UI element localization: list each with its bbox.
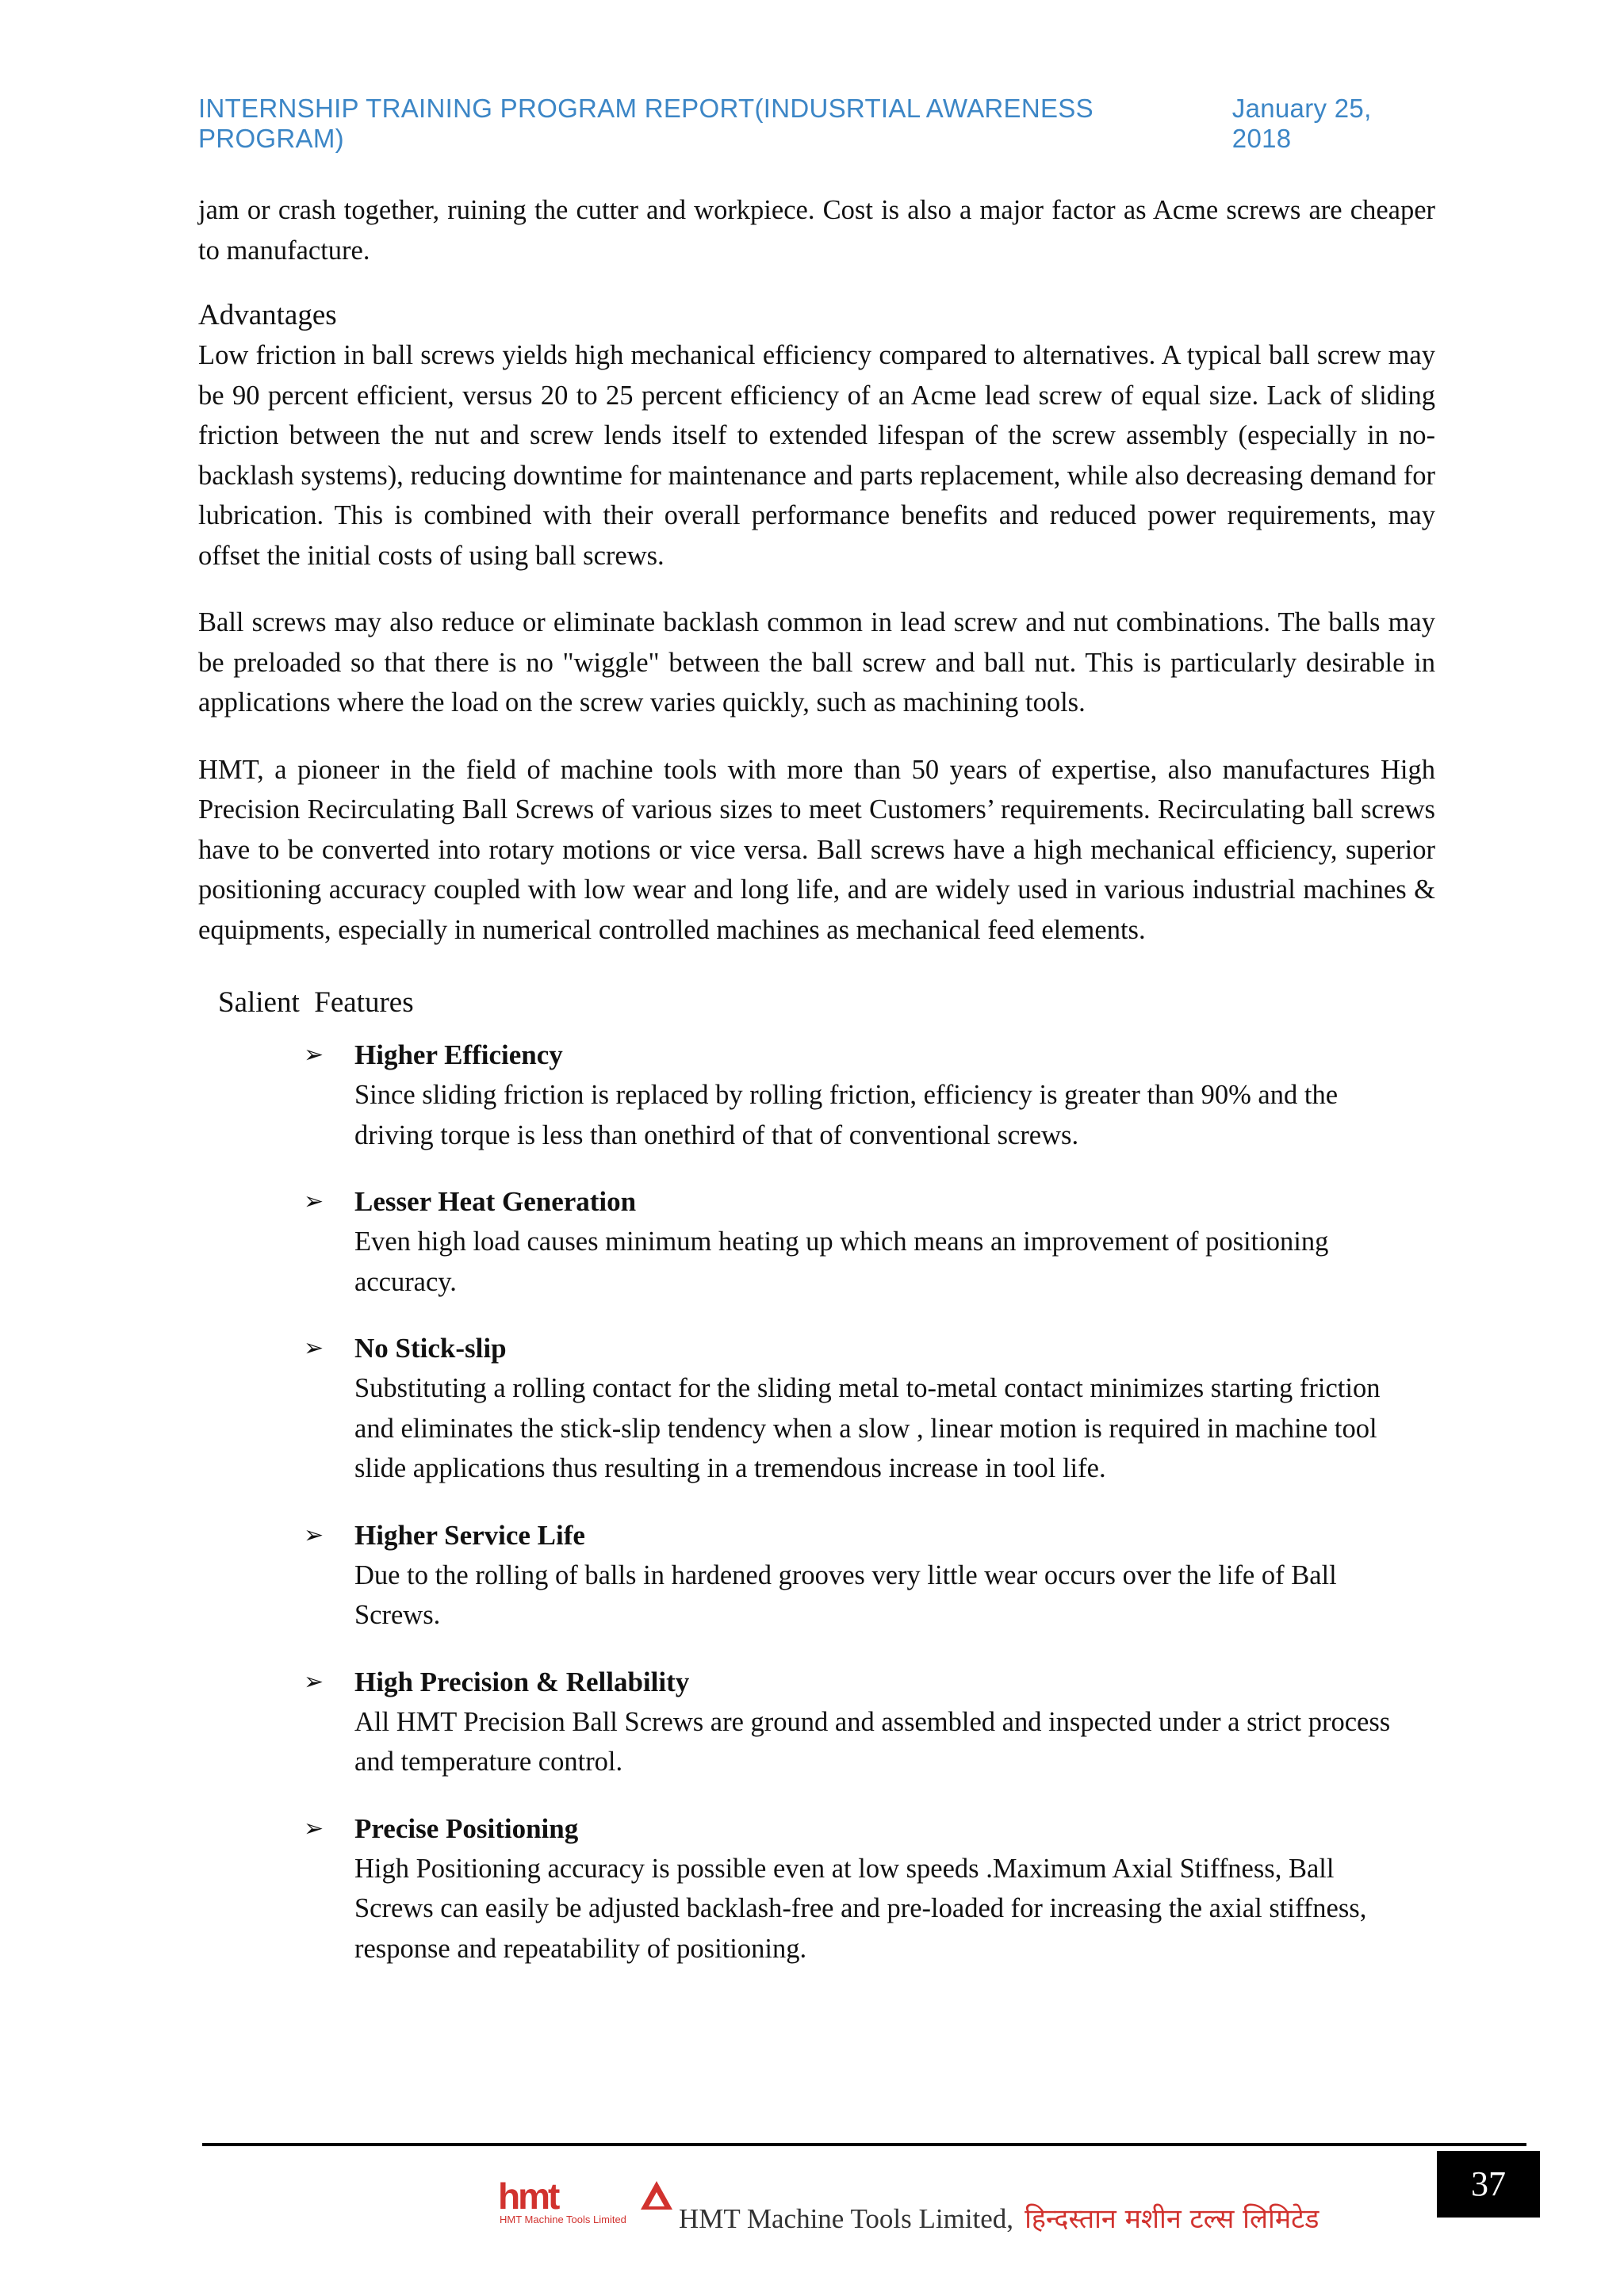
report-date: January 25, 2018: [1231, 94, 1372, 153]
arrow-bullet-icon: ➢: [304, 1814, 324, 1843]
arrow-bullet-icon: ➢: [304, 1041, 324, 1069]
hmt-paragraph: HMT, a pioneer in the field of machine tools with more than 50 years of expertise, also manufactures High Precision Recirculating Ball Screws of various sizes to meet Customers’ requirements. Recirculating ball screws have to be converted into rotary motions or vice versa. Ball screws have a high mechanical efficiency, superior positioning accuracy coupled with low wear and long life, and are widely used in various industrial machines & equipments, especially in numerical controlled machines as mechanical feed elements.: [198, 754, 1435, 945]
report-title: INTERNSHIP TRAINING PROGRAM REPORT(INDUSRTIAL AWARENESS PROGRAM): [198, 94, 1094, 153]
feature-title: High Precision & Rellability: [354, 1666, 690, 1697]
company-name-hindi: हिन्दस्तान मशीन टल्स लिमिटेड: [1025, 2203, 1320, 2232]
feature-description: Substituting a rolling contact for the sliding metal to-metal contact minimizes starting friction and eliminates the stick-slip tendency when a slow , linear motion is required in machine tool slide applications thus resulting in a tremendous increase in tool life.: [354, 1373, 1381, 1483]
feature-item: [198, 1516, 1435, 1636]
features-list: [198, 1035, 1435, 1969]
feature-title: No Stick-slip: [354, 1333, 507, 1364]
logo-subtext: HMT Machine Tools Limited: [500, 2214, 626, 2225]
footer-company: [679, 2203, 1320, 2232]
feature-item: [198, 1663, 1435, 1782]
page-content: [198, 190, 1435, 1969]
feature-title: Higher Service Life: [354, 1519, 585, 1551]
arrow-bullet-icon: ➢: [304, 1334, 324, 1362]
advantages-heading: Advantages: [198, 299, 337, 331]
intro-paragraph: jam or crash together, ruining the cutter and workpiece. Cost is also a major factor as Acme screws are cheaper to manufacture.: [198, 195, 1435, 266]
feature-description: All HMT Precision Ball Screws are ground and assembled and inspected under a strict process and temperature control.: [354, 1706, 1391, 1777]
feature-item: [198, 1035, 1435, 1155]
feature-item: [198, 1182, 1435, 1302]
page-footer: [498, 2176, 1320, 2232]
logo-wordmark: hmt: [498, 2176, 558, 2217]
company-name: HMT Machine Tools Limited,: [679, 2203, 1014, 2232]
feature-title: Higher Efficiency: [354, 1039, 563, 1070]
feature-item: [198, 1329, 1435, 1489]
page-header: [198, 94, 1435, 154]
logo-triangle-icon: [639, 2179, 674, 2211]
feature-description: Since sliding friction is replaced by rolling friction, efficiency is greater than 90% and the driving torque is less than onethird of that of conventional screws.: [354, 1080, 1339, 1150]
feature-description: High Positioning accuracy is possible even at low speeds .Maximum Axial Stiffness, Ball Screws can easily be adjusted backlash-free and pre-loaded for increasing the axial stiffness, response and repeatability of positioning.: [354, 1853, 1367, 1964]
footer-divider: [202, 2143, 1526, 2146]
feature-title: Lesser Heat Generation: [354, 1186, 637, 1217]
feature-description: Even high load causes minimum heating up which means an improvement of positioning accuracy.: [354, 1226, 1329, 1297]
arrow-bullet-icon: ➢: [304, 1521, 324, 1549]
hmt-logo: [498, 2176, 679, 2232]
feature-item: [198, 1809, 1435, 1969]
salient-features-heading: Salient Features: [218, 986, 414, 1019]
feature-title: Precise Positioning: [354, 1812, 579, 1844]
feature-description: Due to the rolling of balls in hardened grooves very little wear occurs over the life of Ball Screws.: [354, 1559, 1337, 1630]
backlash-paragraph: Ball screws may also reduce or eliminate backlash common in lead screw and nut combinations. The balls may be preloaded so that there is no "wiggle" between the ball screw and ball nut. This is particularly desirable in applications where the load on the screw varies quickly, such as machining tools.: [198, 607, 1435, 718]
page-number: 37: [1437, 2151, 1540, 2218]
advantages-paragraph: Low friction in ball screws yields high mechanical efficiency compared to alternatives. A typical ball screw may be 90 percent efficient, versus 20 to 25 percent efficiency of an Acme lead screw of equal size. Lack of sliding friction between the nut and screw lends itself to extended lifespan of the screw assembly (especially in no-backlash systems), reducing downtime for maintenance and parts replacement, while also decreasing demand for lubrication. This is combined with their overall performance benefits and reduced power requirements, may offset the initial costs of using ball screws.: [198, 340, 1435, 571]
arrow-bullet-icon: ➢: [304, 1667, 324, 1696]
arrow-bullet-icon: ➢: [304, 1188, 324, 1215]
